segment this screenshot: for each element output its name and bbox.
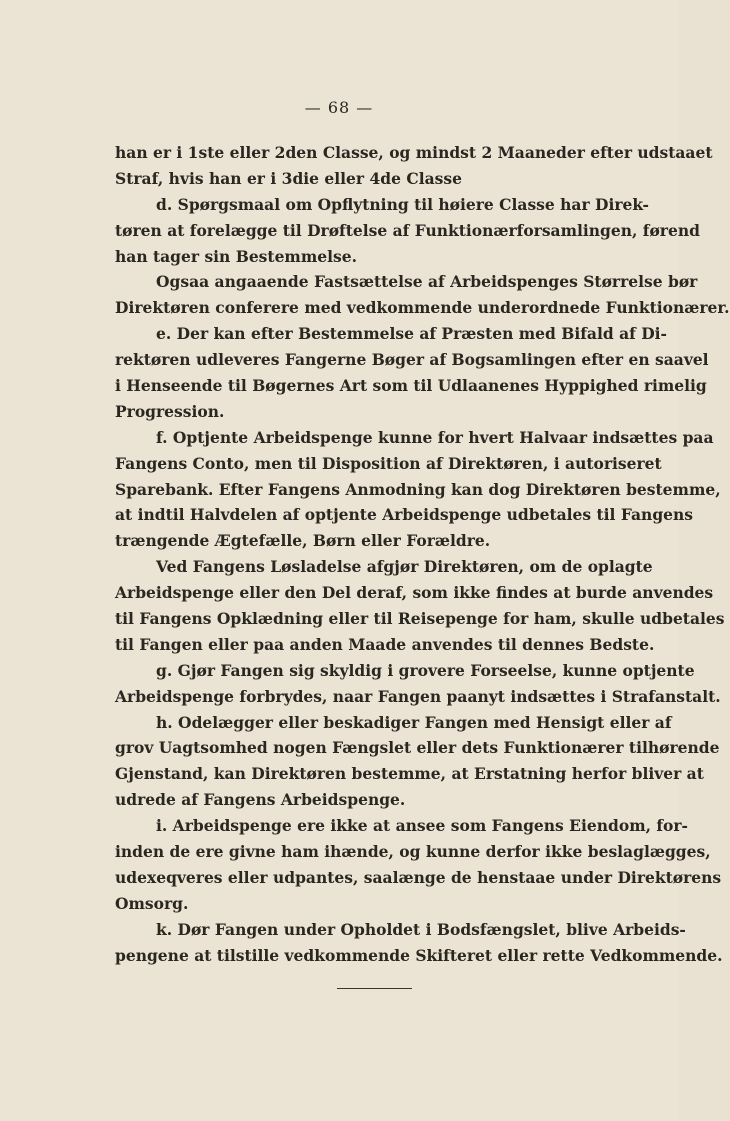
- text-line: Progression.: [115, 401, 225, 421]
- text-line: h. Odelægger eller beskadiger Fangen med Hensigt eller af: [156, 712, 672, 732]
- text-line: udrede af Fangens Arbeidspenge.: [115, 790, 406, 810]
- text-line: Direktøren conferere med vedkommende underordnede Funktionærer.: [115, 298, 730, 318]
- text-line: e. Der kan efter Bestemmelse af Præsten med Bifald af Di-: [156, 324, 667, 344]
- text-line: k. Dør Fangen under Opholdet i Bodsfængslet, blive Arbeids-: [156, 919, 686, 939]
- text-line: Gjenstand, kan Direktøren bestemme, at Erstatning herfor bliver at: [115, 764, 704, 784]
- text-line: tøren at forelægge til Drøftelse af Funktionærforsamlingen, førend: [115, 220, 700, 240]
- text-line: grov Uagtsomhed nogen Fængslet eller dets Funktionærer tilhørende: [115, 738, 720, 758]
- text-line: han er i 1ste eller 2den Classe, og mindst 2 Maaneder efter udstaaet: [115, 143, 713, 162]
- text-line: Sparebank. Efter Fangens Anmodning kan dog Direktøren bestemme,: [115, 479, 721, 499]
- text-line: til Fangen eller paa anden Maade anvendes til dennes Bedste.: [115, 634, 655, 654]
- text-line: udexeqveres eller udpantes, saalænge de henstaae under Direktørens: [115, 867, 722, 887]
- text-line: Arbeidspenge eller den Del deraf, som ikke findes at burde anvendes: [115, 583, 714, 603]
- end-rule: [337, 988, 412, 989]
- text-line: rektøren udleveres Fangerne Bøger af Bogsamlingen efter en saavel: [115, 350, 709, 370]
- text-line: Ved Fangens Løsladelse afgjør Direktøren, om de oplagte: [156, 557, 653, 577]
- text-line: d. Spørgsmaal om Opflytning til høiere Classe har Direk-: [156, 194, 649, 214]
- text-line: Omsorg.: [115, 893, 189, 913]
- text-line: i Henseende til Bøgernes Art som til Udlaanenes Hyppighed rimelig: [115, 376, 707, 396]
- page-number: — 68 —: [304, 98, 374, 117]
- text-line: trængende Ægtefælle, Børn eller Forældre.: [115, 531, 491, 551]
- text-line: at indtil Halvdelen af optjente Arbeidspenge udbetales til Fangens: [115, 505, 694, 525]
- text-line: Ogsaa angaaende Fastsættelse af Arbeidspenges Størrelse bør: [156, 272, 698, 292]
- text-line: han tager sin Bestemmelse.: [115, 246, 357, 266]
- body-text: [115, 140, 730, 969]
- text-line: f. Optjente Arbeidspenge kunne for hvert Halvaar indsættes paa: [156, 427, 714, 447]
- text-line: til Fangens Opklædning eller til Reisepenge for ham, skulle udbetales: [115, 609, 725, 629]
- text-line: pengene at tilstille vedkommende Skifteret eller rette Vedkommende.: [115, 945, 723, 965]
- text-line: Fangens Conto, men til Disposition af Direktøren, i autoriseret: [115, 453, 662, 473]
- text-line: inden de ere givne ham ihænde, og kunne derfor ikke beslaglægges,: [115, 842, 711, 862]
- text-line: g. Gjør Fangen sig skyldig i grovere Forseelse, kunne optjente: [156, 660, 695, 680]
- text-line: Straf, hvis han er i 3die eller 4de Classe: [115, 168, 462, 188]
- text-line: i. Arbeidspenge ere ikke at ansee som Fangens Eiendom, for-: [156, 816, 688, 836]
- text-line: Arbeidspenge forbrydes, naar Fangen paanyt indsættes i Strafanstalt.: [115, 686, 721, 706]
